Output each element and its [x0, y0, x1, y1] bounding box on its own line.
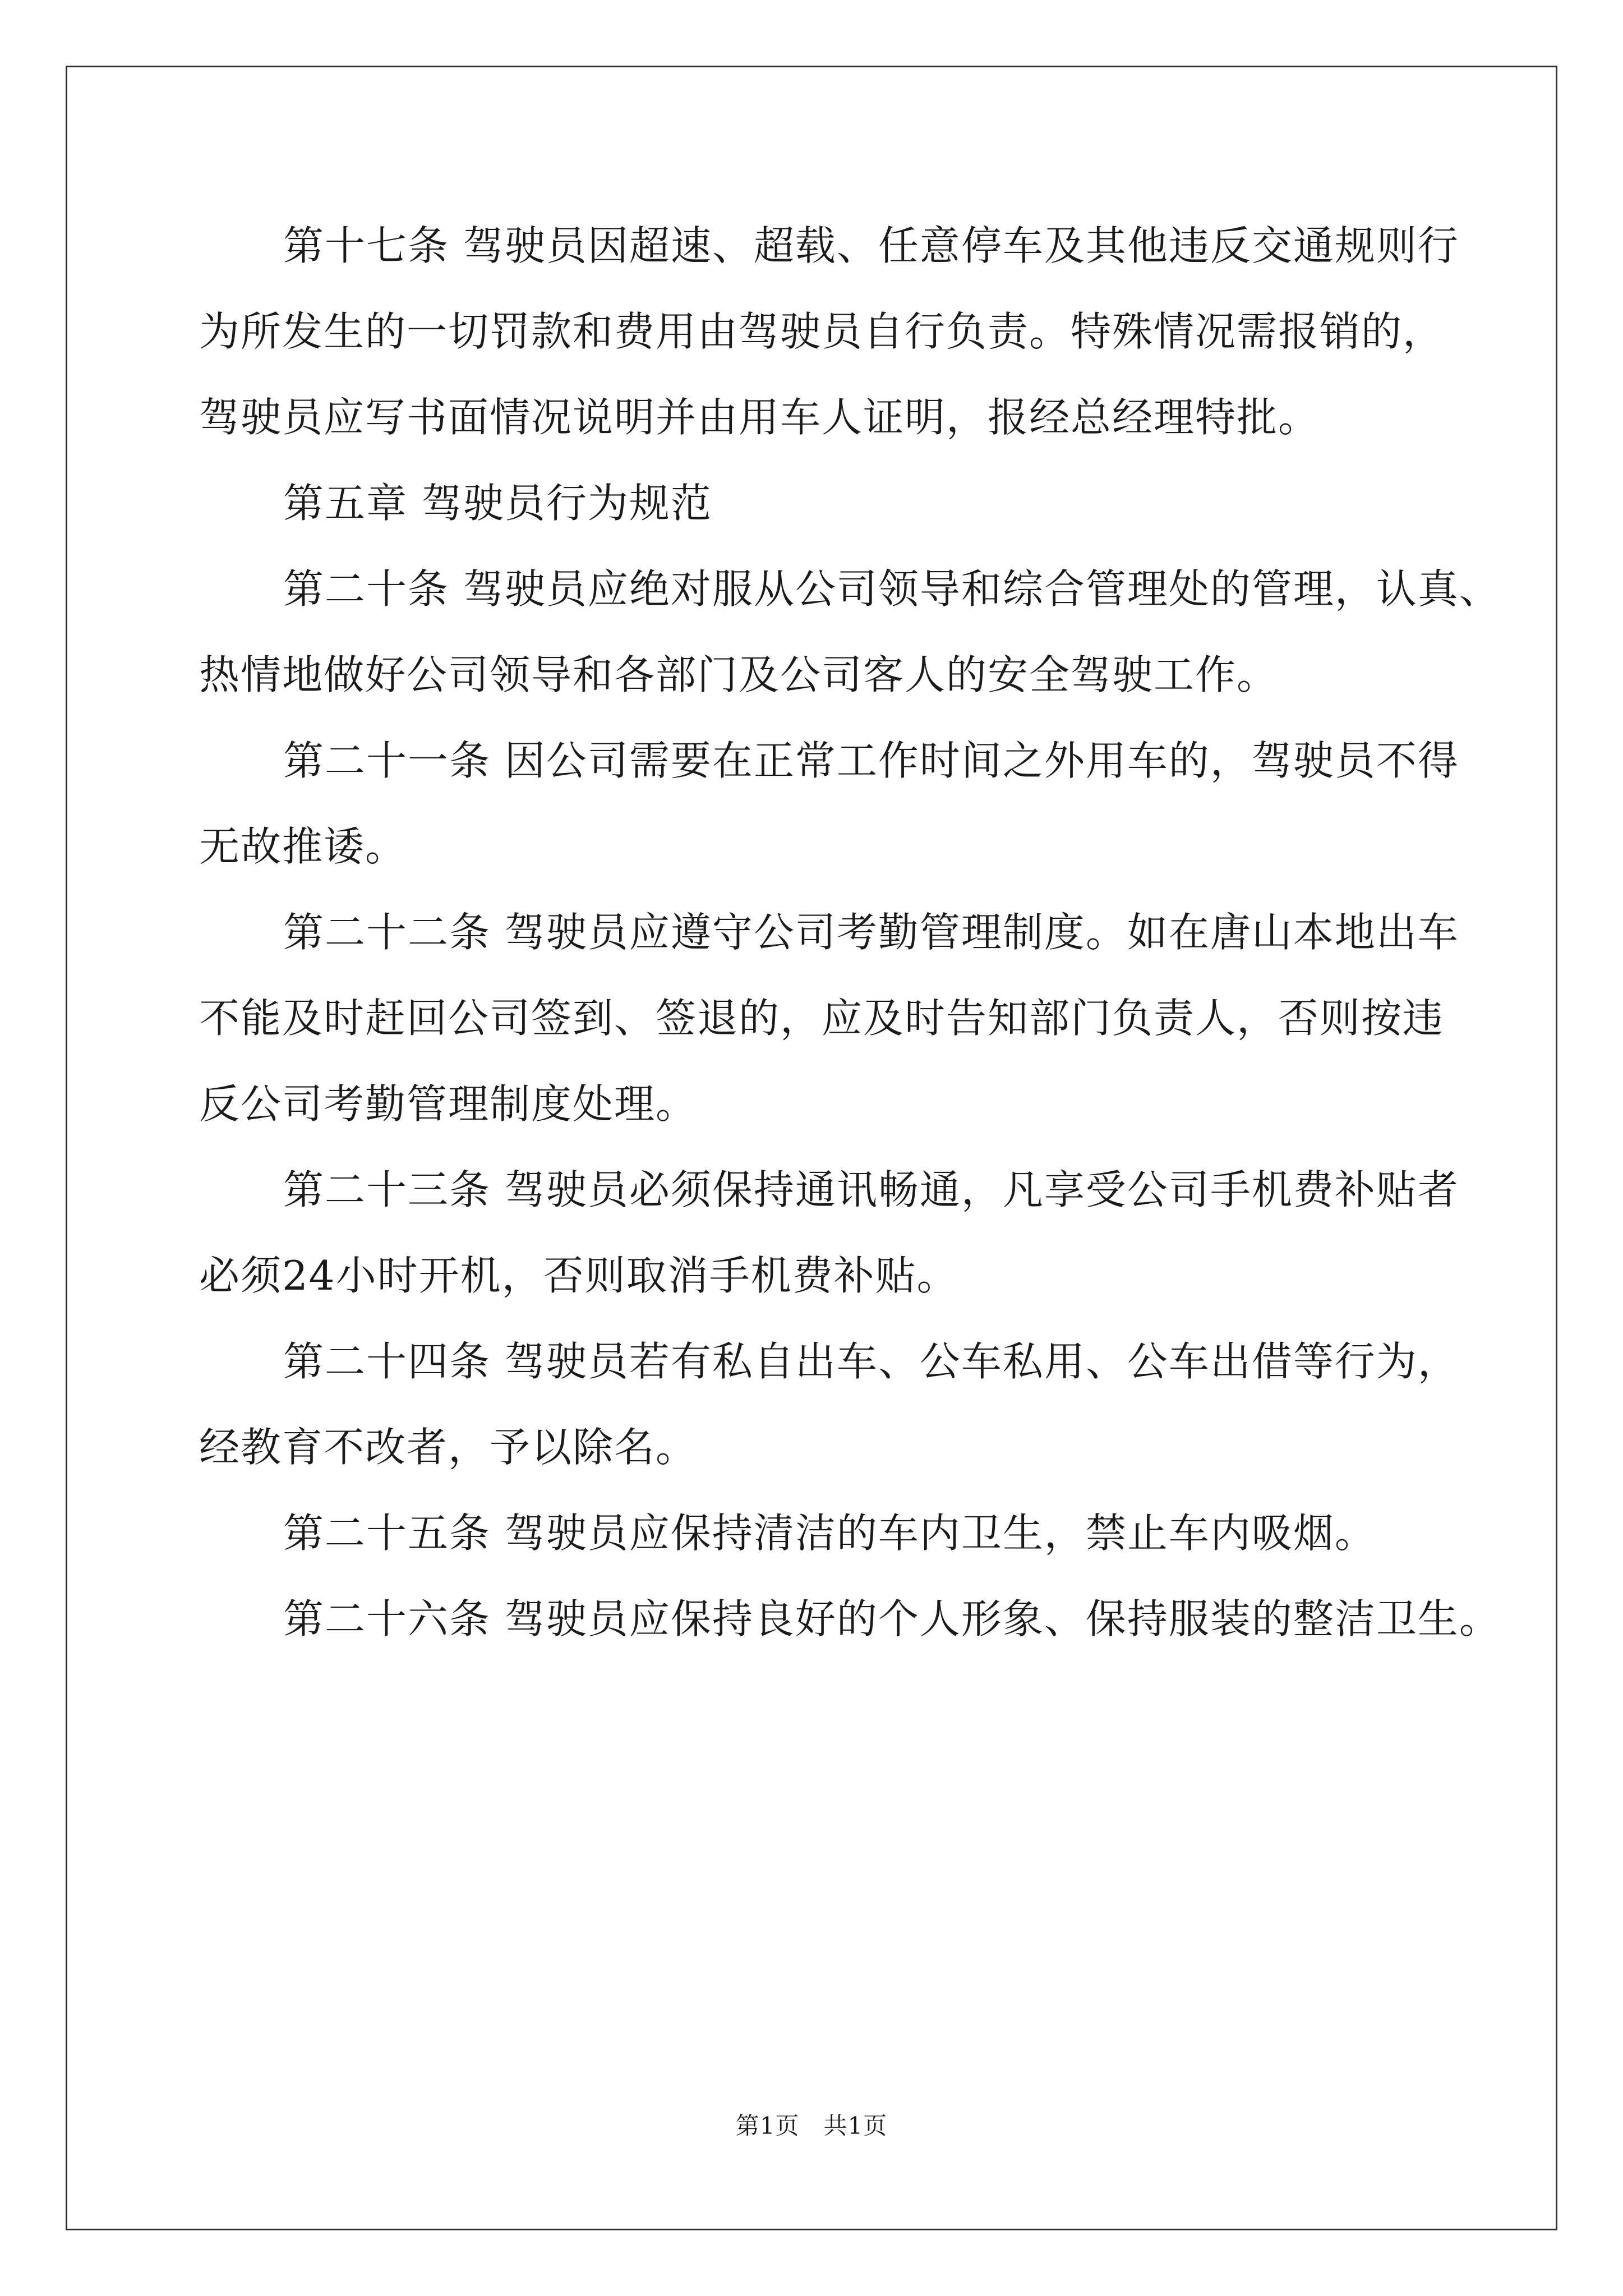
page-footer: 第1页 共1页 — [735, 2112, 888, 2139]
paragraph-6-line-2: 必须24小时开机，否则取消手机费补贴。 — [199, 1252, 958, 1299]
paragraph-4-line-2: 无故推诿。 — [199, 823, 407, 870]
paragraph-5-line-1: 第二十二条 驾驶员应遵守公司考勤管理制度。如在唐山本地出车 — [283, 909, 1459, 956]
paragraph-3-line-2: 热情地做好公司领导和各部门及公司客人的安全驾驶工作。 — [199, 651, 1279, 698]
paragraph-7-line-2: 经教育不改者，予以除名。 — [199, 1424, 698, 1471]
paragraph-1-line-1: 第十七条 驾驶员因超速、超载、任意停车及其他违反交通规则行 — [283, 222, 1459, 269]
paragraph-4-line-1: 第二十一条 因公司需要在正常工作时间之外用车的，驾驶员不得 — [283, 737, 1459, 784]
paragraph-1-line-2: 为所发生的一切罚款和费用由驾驶员自行负责。特殊情况需报销的， — [199, 308, 1445, 355]
paragraph-1-line-3: 驾驶员应写书面情况说明并由用车人证明，报经总经理特批。 — [199, 394, 1320, 441]
paragraph-5-line-3: 反公司考勤管理制度处理。 — [199, 1080, 698, 1128]
paragraph-8-line-1: 第二十五条 驾驶员应保持清洁的车内卫生，禁止车内吸烟。 — [283, 1510, 1376, 1557]
paragraph-3-line-1: 第二十条 驾驶员应绝对服从公司领导和综合管理处的管理，认真、 — [283, 565, 1501, 613]
paragraph-9-line-1: 第二十六条 驾驶员应保持良好的个人形象、保持服装的整洁卫生。 — [283, 1595, 1501, 1642]
paragraph-6-line-1: 第二十三条 驾驶员必须保持通讯畅通，凡享受公司手机费补贴者 — [283, 1166, 1459, 1213]
paragraph-7-line-1: 第二十四条 驾驶员若有私自出车、公车私用、公车出借等行为， — [283, 1338, 1459, 1385]
chapter-heading: 第五章 驾驶员行为规范 — [283, 480, 712, 527]
paragraph-5-line-2: 不能及时赶回公司签到、签退的，应及时告知部门负责人，否则按违 — [199, 995, 1445, 1042]
